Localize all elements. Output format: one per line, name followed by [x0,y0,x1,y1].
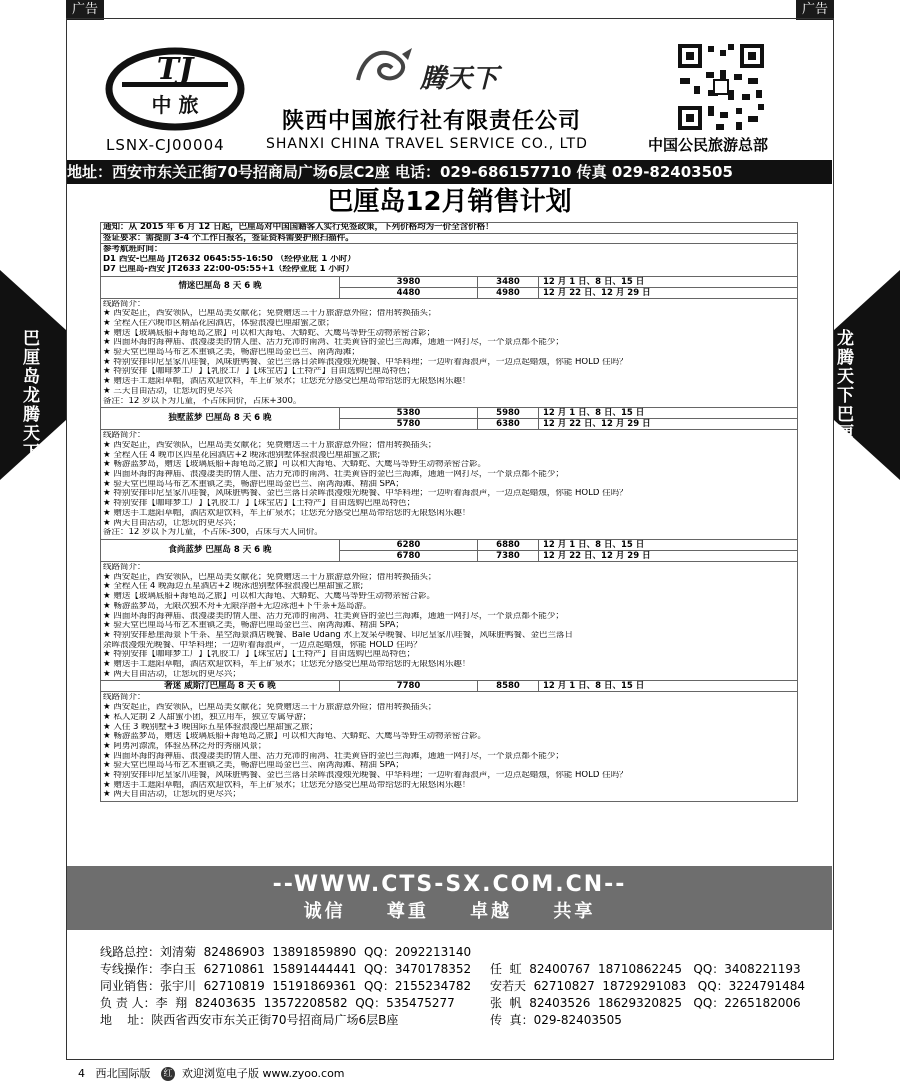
route-line: ★ 全程入住六晚市区精品花园酒店，体验浪漫巴厘甜蜜之旅； [103,318,335,328]
route-line: ★ 特别安排悬崖海景下午茶、星空海景酒店晚餐、Bale Udang 水上发呆亭晚餐、印尼皇家爪哇餐，风味脏鸭餐、金巴兰落日 [103,630,573,640]
route-line: ★ 特别安排印尼皇家爪哇餐，风味脏鸭餐、金巴兰落日余晖浪漫烛光晚餐、中华料理；一边听着海浪声，一边点起蜡烛，你能 HOLD 住吗？ [103,489,628,499]
document-title: 巴厘岛12月销售计划 [327,187,572,217]
company-name-en: SHANXI CHINA TRAVEL SERVICE CO., LTD [266,136,588,152]
page-footer [78,1066,345,1082]
side-text-right-col1: 龙腾天下 [837,329,854,406]
route-line: ★ 两天自由活动，让您玩的更尽兴； [103,518,241,528]
price-row [340,277,797,288]
dragon-icon [350,40,420,100]
address-bar: 地址：西安市东关正街70号招商局广场6层C2座 电话：029-686157710 传真 029-82403505 [67,160,832,184]
route-line: ★ 四面环海的海神庙、浪漫凄美的情人崖、活力充沛的南湾、壮美黄昏的金巴兰海滩，通通一网打尽，一个景点都不能少； [103,751,564,761]
product-row [100,277,798,299]
route-line: ★ 畅游蓝梦岛，赠送【玻璃底船+海龟岛之旅】可以和大海龟、大蟒蛇、大鹰鸟等野生动物亲密合影。 [103,732,486,742]
contacts-left [100,944,471,1029]
flight-line: D7 巴厘岛-西安 JT2633 22:00-05:55+1（经停亚庇 1 小时） [103,264,355,274]
route-line: ★ 畅游蓝梦岛，赠送【玻璃底船+海龟岛之旅】可以和大海龟、大蟒蛇、大鹰鸟等野生动物亲密合影。 [103,460,486,470]
product-row [100,408,798,430]
side-text-right-col2: 巴厘岛 [837,405,854,463]
route-line: ★ 西安起止，西安领队，巴厘岛美女献花；免费赠送三十万旅游意外险；借用转换插头； [103,309,437,319]
flight-info [100,244,798,276]
price-a: 4480 [340,288,478,298]
route-line: 线路简介： [103,693,146,703]
route-details [100,430,798,540]
route-line: 线路简介： [103,562,146,572]
edition-name: 西北国际版 [95,1067,151,1080]
route-line: ★ 四面环海的海神庙、浪漫凄美的情人崖、活力充沛的南湾、壮美黄昏的金巴兰海滩，通通一网打尽，一个景点都不能少； [103,338,564,348]
route-line: ★ 两天自由活动，让您玩的更尽兴； [103,669,241,679]
product-row [100,540,798,562]
product-row [100,681,798,692]
contacts-right [490,961,805,1029]
route-line: ★ 特别安排【咖啡梦工厂】【乳胶工厂】【珠宝店】【土特产】自由选购巴厘岛特色； [103,367,416,377]
price-row [340,408,797,419]
price-a: 6280 [340,540,478,550]
contact-line: 安若天 62710827 18729291083 QQ：3224791484 [490,979,806,993]
route-line: ★ 验天堂巴厘岛乌布艺术重镇之美，畅游巴厘岛金巴兰、南湾海滩、精油 SPA； [103,479,404,489]
route-line: ★ 验天堂巴厘岛乌布艺术重镇之美，畅游巴厘岛金巴兰、南湾海滩； [103,348,360,358]
route-line: 线路简介： [103,431,146,441]
route-line: ★ 畅游蓝梦岛，无限次独木舟+无限浮潜+无边泳池+下午茶+巡岛游。 [103,601,372,611]
side-text-right [836,330,880,463]
price-row [340,288,797,298]
flight-line: 参考航班时间： [103,245,163,255]
product-name: 情迷巴厘岛 8 天 6 晚 [101,277,340,298]
route-line: ★ 四面环海的海神庙、浪漫凄美的情人崖、活力充沛的南湾、壮美黄昏的金巴兰海滩，通通一网打尽，一个景点都不能少； [103,611,564,621]
route-line: ★ 两天自由活动，让您玩的更尽兴； [103,790,241,800]
price-list [340,681,797,691]
route-line: ★ 赠送手工遮阳草帽，酒店欢迎饮料，车上矿泉水；让您充分感受巴厘岛带给您的无限悠闲乐趣！ [103,377,471,387]
route-line: ★ 赠送【玻璃底船+海龟岛之旅】可以和大海龟、大蟒蛇、大鹰鸟等野生动物亲密合影； [103,328,435,338]
route-line: 线路简介： [103,299,146,309]
route-line: ★ 验天堂巴厘岛乌布艺术重镇之美，畅游巴厘岛金巴兰、南湾海滩、精油 SPA； [103,621,404,631]
cts-logo [104,46,246,132]
route-line: 备注：12 岁以下为儿童，不占床同价，占床+300。 [103,396,302,406]
price-dates: 12 月 22 日、12 月 29 日 [543,287,651,298]
price-dates: 12 月 1 日、8 日、15 日 [543,539,645,550]
price-row [340,681,797,691]
price-row [340,551,797,561]
route-line: ★ 入住 3 晚别墅+3 晚国际五星体验浪漫巴厘甜蜜之旅； [103,722,318,732]
route-line: ★ 赠送【玻璃底船+海龟岛之旅】可以和大海龟、大蟒蛇、大鹰鸟等野生动物亲密合影。 [103,592,435,602]
route-line: ★ 赠送手工遮阳草帽，酒店欢迎饮料，车上矿泉水；让您充分感受巴厘岛带给您的无限悠闲乐趣！ [103,780,471,790]
route-line: ★ 全程入住 4 晚海边五星酒店+2 晚泳池别墅体验浪漫巴厘甜蜜之旅; [103,582,364,592]
price-row [340,419,797,429]
price-list [340,540,797,561]
flight-line: D1 西安-巴厘岛 JT2632 0645:55-16:50 （经停亚庇 1 小时） [103,255,356,265]
price-b: 4980 [478,288,539,298]
price-b: 6380 [478,419,539,429]
sales-plan-table [100,222,798,802]
price-dates: 12 月 1 日、8 日、15 日 [543,681,645,692]
price-dates: 12 月 1 日、8 日、15 日 [543,408,645,419]
price-dates: 12 月 22 日、12 月 29 日 [543,550,651,561]
route-line: ★ 验天堂巴厘岛乌布艺术重镇之美，畅游巴厘岛金巴兰、南湾海滩、精油 SPA； [103,761,404,771]
price-b: 8580 [478,681,539,691]
svg-text:TJ: TJ [156,52,194,87]
price-a: 7780 [340,681,478,691]
visa-row: 签证要求：需提前 3-4 个工作日报名，签证资料需要护照扫描件。 [100,234,798,245]
qr-code [676,42,766,132]
route-line: ★ 全程入住 4 晚市区四星花园酒店+2 晚泳池别墅体验浪漫巴厘甜蜜之旅; [103,450,381,460]
price-b: 5980 [478,408,539,418]
page-number: 4 [78,1067,85,1080]
route-line: 余晖浪漫烛光晚餐、中华料理；一边听着海浪声，一边点起蜡烛，你能 HOLD 住吗？ [103,640,422,650]
website-link[interactable]: --WWW.CTS-SX.COM.CN-- [272,872,627,897]
route-line: ★ 西安起止，西安领队，巴厘岛美女献花；免费赠送三十万旅游意外险；借用转换插头； [103,572,437,582]
price-row [340,540,797,551]
svg-text:中 旅: 中 旅 [151,93,199,117]
edition-mark-icon: 红 [161,1067,175,1081]
route-line: ★ 西安起止，西安领队，巴厘岛美女献花；免费赠送三十万旅游意外险；借用转换插头； [103,703,437,713]
contact-line: 负 责 人：李 翔 82403635 13572208582 QQ：535475277 [100,996,455,1010]
side-text-left-col2: 龙腾天下 [23,386,40,463]
route-line: ★ 赠送手工遮阳草帽，酒店欢迎饮料，车上矿泉水；让您充分感受巴厘岛带给您的无限悠闲乐趣！ [103,508,471,518]
route-line: ★ 特别安排印尼皇家爪哇餐，风味脏鸭餐、金巴兰落日余晖浪漫烛光晚餐、中华料理；一边听着海浪声，一边点起蜡烛，你能 HOLD 住吗？ [103,771,628,781]
price-a: 5780 [340,419,478,429]
route-details [100,562,798,681]
contact-line: 同业销售：张宇川 62710819 15191869361 QQ：2155234782 [100,979,472,993]
price-b: 3480 [478,277,539,287]
route-line: ★ 赠送手工遮阳草帽，酒店欢迎饮料，车上矿泉水；让您充分感受巴厘岛带给您的无限悠闲乐趣！ [103,660,471,670]
brand-slogan: 腾天下 [420,64,499,94]
route-line: ★ 特别安排【咖啡梦工厂】【乳胶工厂】【珠宝店】【土特产】自由选购巴厘岛特色； [103,499,416,509]
price-a: 6780 [340,551,478,561]
product-name: 独墅蓝梦 巴厘岛 8 天 6 晚 [101,408,340,429]
route-line: 备注：12 岁以下为儿童，不占床-300，占床与大人同价。 [103,528,323,538]
product-name: 奢迷 威斯汀巴厘岛 8 天 6 晚 [101,681,340,691]
route-line: ★ 三天自由活动，让您玩的更尽兴 [103,386,233,396]
route-line: ★ 私人定制 2 人甜蜜小团，独立用车，独立专属导游； [103,712,312,722]
contact-line: 张 帆 82403526 18629320825 QQ：2265182006 [490,996,801,1010]
price-b: 7380 [478,551,539,561]
contact-line: 任 虹 82400767 18710862245 QQ：3408221193 [490,962,801,976]
contact-line: 线路总控：刘清菊 82486903 13891859890 QQ：2092213140 [100,945,472,959]
qr-caption: 中国公民旅游总部 [648,136,769,154]
contact-line: 专线操作：李白玉 62710861 15891444441 QQ：3470178352 [100,962,472,976]
company-values: 诚信 尊重 卓越 共享 [303,901,596,922]
route-details [100,692,798,802]
price-list [340,277,797,298]
ad-label-right: 广告 [796,0,834,20]
contact-line: 地 址：陕西省西安市东关正街70号招商局广场6层B座 [100,1013,399,1027]
route-line: ★ 特别安排印尼皇家爪哇餐，风味脏鸭餐、金巴兰落日余晖浪漫烛光晚餐、中华料理；一边听着海浪声，一边点起蜡烛，你能 HOLD 住吗？ [103,357,628,367]
cts-logo-icon [104,46,246,132]
product-name: 食尚蓝梦 巴厘岛 8 天 6 晚 [101,540,340,561]
price-dates: 12 月 22 日、12 月 29 日 [543,419,651,430]
side-text-left-col1: 巴厘岛 [23,329,40,387]
footer-link[interactable]: 欢迎浏览电子版 www.zyoo.com [182,1067,345,1080]
route-line: ★ 西安起止，西安领队，巴厘岛美女献花；免费赠送三十万旅游意外险；借用转换插头； [103,440,437,450]
side-text-left [22,330,66,463]
price-a: 3980 [340,277,478,287]
route-line: ★ 阿勇河漂流，体验丛林泛舟的秀丽风景； [103,741,267,751]
license-code: LSNX-CJ00004 [106,136,225,154]
price-dates: 12 月 1 日、8 日、15 日 [543,276,645,287]
route-line: ★ 特别安排【咖啡梦工厂】【乳胶工厂】【珠宝店】【土特产】自由选购巴厘岛特色； [103,650,416,660]
price-b: 6880 [478,540,539,550]
route-details [100,299,798,409]
price-a: 5380 [340,408,478,418]
route-line: ★ 四面环海的海神庙、浪漫凄美的情人崖、活力充沛的南湾、壮美黄昏的金巴兰海滩，通通一网打尽，一个景点都不能少； [103,470,564,480]
company-name-cn: 陕西中国旅行社有限责任公司 [282,109,582,134]
website-banner [67,866,832,930]
price-list [340,408,797,429]
notice-row: 通知：从 2015 年 6 月 12 日起，巴厘岛对中国国籍客人实行免签政策，下列价格均为一价全含价格！ [100,222,798,234]
contact-line: 传 真：029-82403505 [490,1013,622,1027]
ad-label-left: 广告 [66,0,104,20]
